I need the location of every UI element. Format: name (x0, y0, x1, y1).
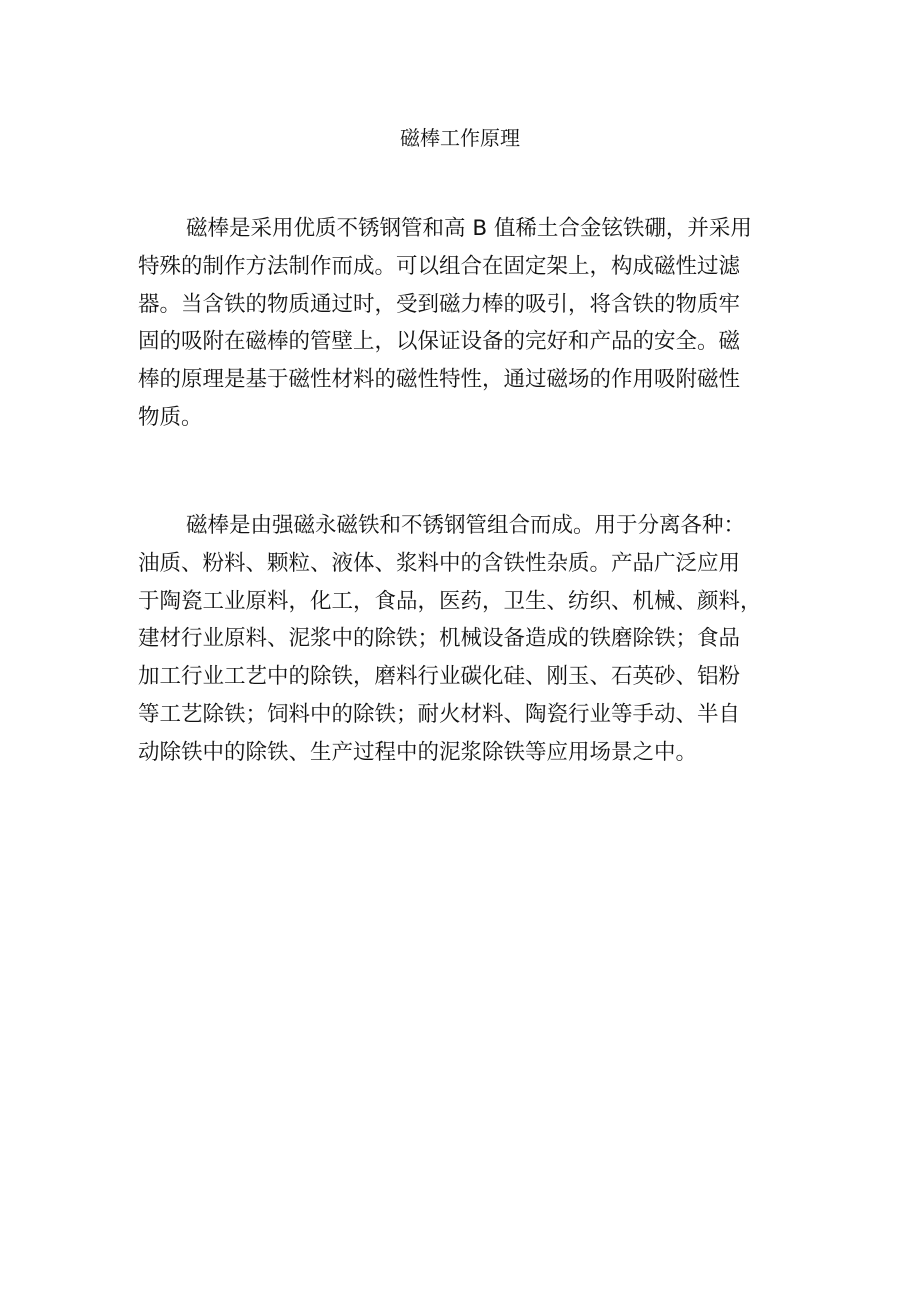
paragraph-2-line-3: 于陶瓷工业原料，化工，食品，医药，卫生、纺织、机械、颜料， (138, 588, 762, 614)
paragraph-2-line-6: 等工艺除铁；饲料中的除铁；耐火材料、陶瓷行业等手动、半自 (138, 701, 741, 727)
paragraph-2-line-7: 动除铁中的除铁、生产过程中的泥浆除铁等应用场景之中。 (138, 739, 698, 765)
paragraph-1-line-4: 固的吸附在磁棒的管壁上，以保证设备的完好和产品的安全。磁 (138, 329, 741, 355)
paragraph-1 (138, 210, 788, 437)
document-title: 磁棒工作原理 (400, 126, 520, 150)
paragraph-1-line-2: 特殊的制作方法制作而成。可以组合在固定架上，构成磁性过滤 (138, 253, 741, 279)
paragraph-2-line-2: 油质、粉料、颗粒、液体、浆料中的含铁性杂质。产品广泛应用 (138, 550, 741, 576)
paragraph-1-line-5: 棒的原理是基于磁性材料的磁性特性，通过磁场的作用吸附磁性 (138, 367, 741, 393)
paragraph-2-line-1: 磁棒是由强磁永磁铁和不锈钢管组合而成。用于分离各种： (186, 513, 746, 538)
paragraph-1-line-3: 器。当含铁的物质通过时，受到磁力棒的吸引，将含铁的物质牢 (138, 291, 741, 317)
paragraph-2-line-4: 建材行业原料、泥浆中的除铁；机械设备造成的铁磨除铁；食品 (138, 626, 741, 652)
paragraph-1-line-6: 物质。 (138, 404, 203, 430)
paragraph-1-line-1: 磁棒是采用优质不锈钢管和高 B 值稀土合金铉铁硼，并采用 (186, 216, 752, 241)
paragraph-2 (138, 507, 788, 772)
paragraph-2-line-5: 加工行业工艺中的除铁，磨料行业碳化硅、刚玉、石英砂、铝粉 (138, 664, 741, 690)
